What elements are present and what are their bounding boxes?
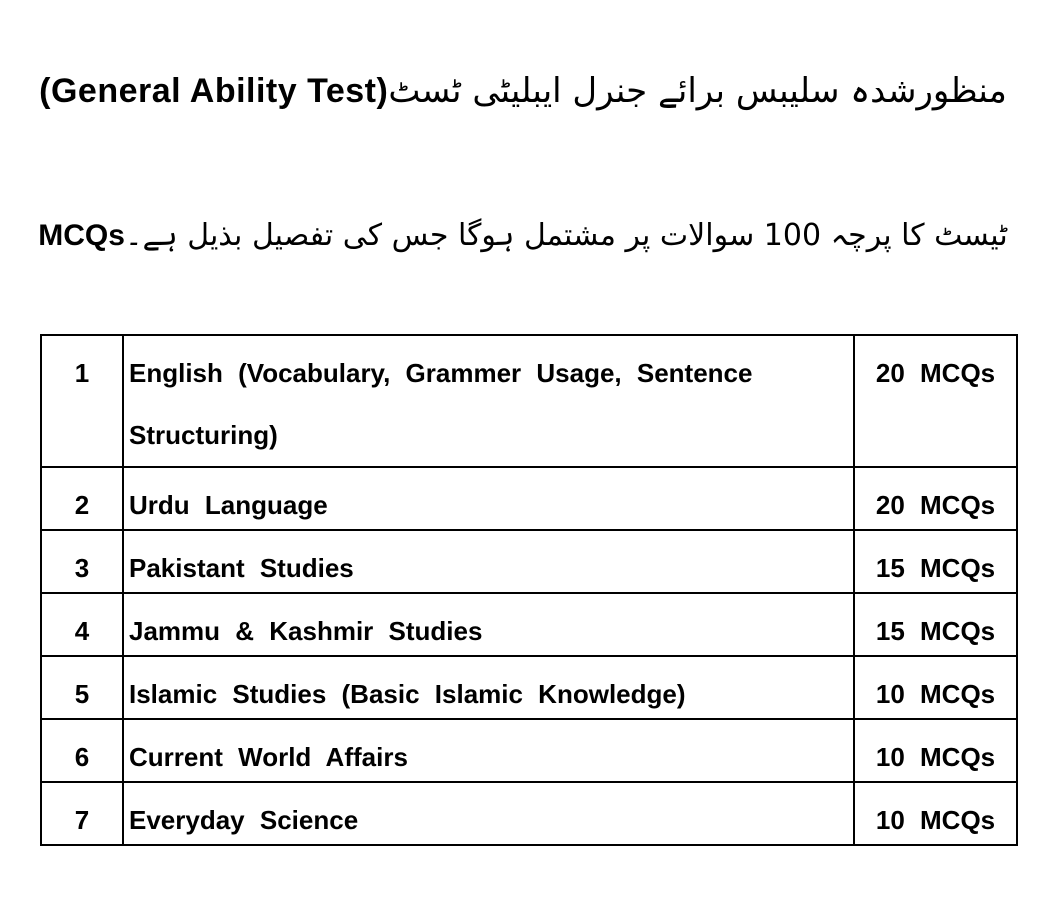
mcq-count-cell: 20 MCQs bbox=[854, 467, 1017, 530]
mcq-count-cell: 10 MCQs bbox=[854, 719, 1017, 782]
mcq-count-cell: 15 MCQs bbox=[854, 593, 1017, 656]
serial-number-cell: 1 bbox=[41, 335, 123, 467]
serial-number-cell: 7 bbox=[41, 782, 123, 845]
mcq-count-cell: 20 MCQs bbox=[854, 335, 1017, 467]
table-row bbox=[41, 335, 1017, 467]
mcq-count-cell: 15 MCQs bbox=[854, 530, 1017, 593]
table-row bbox=[41, 656, 1017, 719]
table-row bbox=[41, 782, 1017, 845]
serial-number-cell: 3 bbox=[41, 530, 123, 593]
serial-number-cell: 6 bbox=[41, 719, 123, 782]
subtitle-urdu: ٹیسٹ کا پرچہ 100 سوالات پر مشتمل ہوگا جس کی تفصیل بذیل ہے۔ bbox=[124, 218, 1008, 253]
subject-cell: Urdu Language bbox=[123, 467, 854, 530]
title-urdu: منظورشدہ سلیبس برائے جنرل ایبلیٹی ٹسٹ bbox=[388, 71, 1007, 111]
subject-cell: Everyday Science bbox=[123, 782, 854, 845]
mcq-count-cell: 10 MCQs bbox=[854, 782, 1017, 845]
table-row bbox=[41, 593, 1017, 656]
title-english: (General Ability Test) bbox=[39, 72, 389, 110]
page-title bbox=[0, 70, 1046, 111]
table-row bbox=[41, 530, 1017, 593]
serial-number-cell: 2 bbox=[41, 467, 123, 530]
table-row bbox=[41, 719, 1017, 782]
subject-cell: Pakistant Studies bbox=[123, 530, 854, 593]
subject-cell: English (Vocabulary, Grammer Usage, Sentence Structuring) bbox=[123, 335, 854, 467]
serial-number-cell: 5 bbox=[41, 656, 123, 719]
table-row bbox=[41, 467, 1017, 530]
serial-number-cell: 4 bbox=[41, 593, 123, 656]
page-subtitle bbox=[0, 218, 1046, 253]
syllabus-table bbox=[40, 334, 1018, 846]
subject-cell: Islamic Studies (Basic Islamic Knowledge) bbox=[123, 656, 854, 719]
subject-cell: Jammu & Kashmir Studies bbox=[123, 593, 854, 656]
subtitle-mcqs: MCQs bbox=[38, 219, 125, 252]
mcq-count-cell: 10 MCQs bbox=[854, 656, 1017, 719]
subject-cell: Current World Affairs bbox=[123, 719, 854, 782]
